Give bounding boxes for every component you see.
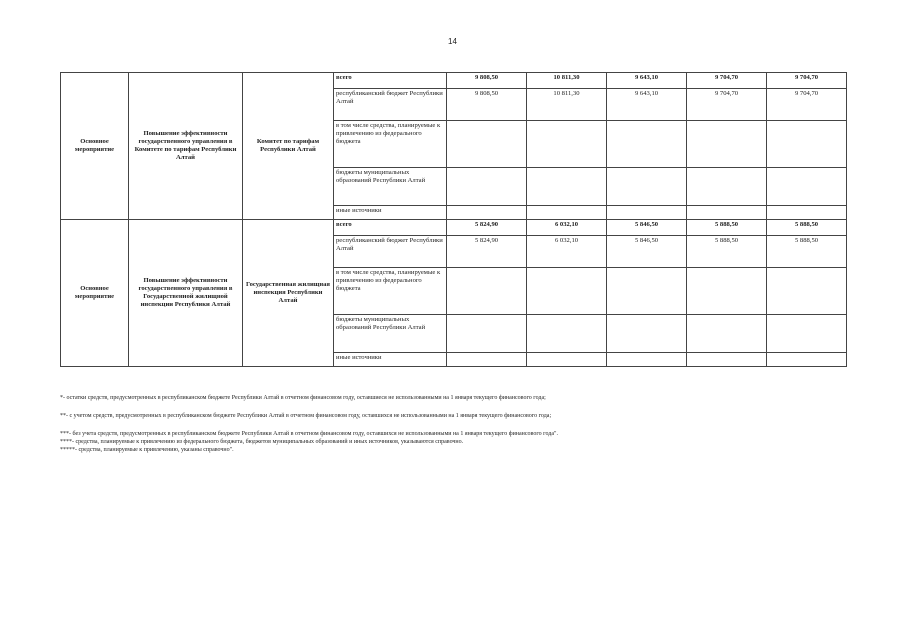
funding-source-cell: республиканский бюджет Республики Алтай	[334, 236, 447, 268]
amount-cell: 5 888,50	[767, 236, 847, 268]
amount-cell: 9 704,70	[687, 89, 767, 121]
amount-cell: 5 846,50	[607, 236, 687, 268]
amount-cell: 5 888,50	[687, 220, 767, 236]
activity-name-cell: Повышение эффективности государственного управления в Комитете по тарифам Республики Алтай	[129, 73, 243, 220]
amount-cell: 5 846,50	[607, 220, 687, 236]
amount-cell	[527, 206, 607, 220]
amount-cell	[687, 353, 767, 367]
amount-cell: 5 888,50	[767, 220, 847, 236]
amount-cell	[527, 268, 607, 315]
amount-cell	[447, 168, 527, 206]
amount-cell	[607, 268, 687, 315]
amount-cell: 9 643,10	[607, 89, 687, 121]
footnote: *- остатки средств, предусмотренных в республиканском бюджете Республики Алтай в отчетном финансовом году, оставшиеся не использованными на 1 января текущего финансового года;	[60, 395, 546, 401]
table-row	[61, 220, 847, 236]
budget-table	[60, 72, 847, 367]
funding-source-cell: иные источники	[334, 206, 447, 220]
amount-cell: 9 704,70	[767, 89, 847, 121]
executor-cell: Государственная жилищная инспекция Республики Алтай	[243, 220, 334, 367]
activity-name-cell: Повышение эффективности государственного управления в Государственной жилищной инспекции Республики Алтай	[129, 220, 243, 367]
amount-cell: 10 811,30	[527, 89, 607, 121]
amount-cell	[607, 353, 687, 367]
amount-cell	[527, 168, 607, 206]
funding-source-cell: республиканский бюджет Республики Алтай	[334, 89, 447, 121]
funding-source-cell: в том числе средства, планируемые к привлечению из федерального бюджета	[334, 268, 447, 315]
amount-cell: 6 032,10	[527, 236, 607, 268]
amount-cell: 9 643,10	[607, 73, 687, 89]
amount-cell	[687, 206, 767, 220]
funding-source-cell: бюджеты муниципальных образований Республики Алтай	[334, 168, 447, 206]
amount-cell	[687, 121, 767, 168]
footnote: *****- средства, планируемые к привлечению, указаны справочно".	[60, 447, 234, 453]
amount-cell	[767, 353, 847, 367]
amount-cell	[687, 268, 767, 315]
footnote: ***- без учета средств, предусмотренных в республиканском бюджете Республики Алтай в отчетном финансовом году, оставшихся не использованными на 1 января текущего финансового года".	[60, 431, 558, 437]
amount-cell: 10 811,30	[527, 73, 607, 89]
amount-cell: 9 808,50	[447, 89, 527, 121]
funding-source-cell: всего	[334, 73, 447, 89]
amount-cell	[607, 315, 687, 353]
amount-cell	[607, 121, 687, 168]
amount-cell	[447, 206, 527, 220]
footnote: ****- средства, планируемые к привлечению из федерального бюджета, бюджетов муниципальных образований и иных источников, указываются справочно.	[60, 439, 464, 445]
amount-cell: 9 704,70	[687, 73, 767, 89]
amount-cell	[447, 353, 527, 367]
amount-cell	[527, 315, 607, 353]
executor-cell: Комитет по тарифам Республики Алтай	[243, 73, 334, 220]
amount-cell	[447, 268, 527, 315]
amount-cell	[767, 121, 847, 168]
table-row	[61, 73, 847, 89]
amount-cell	[687, 168, 767, 206]
amount-cell	[607, 206, 687, 220]
funding-source-cell: всего	[334, 220, 447, 236]
amount-cell	[767, 206, 847, 220]
funding-source-cell: бюджеты муниципальных образований Республики Алтай	[334, 315, 447, 353]
funding-source-cell: в том числе средства, планируемые к привлечению из федерального бюджета	[334, 121, 447, 168]
amount-cell: 9 808,50	[447, 73, 527, 89]
amount-cell: 5 824,90	[447, 220, 527, 236]
funding-source-cell: иные источники	[334, 353, 447, 367]
activity-type-cell: Основное мероприятие	[61, 220, 129, 367]
footnotes	[60, 394, 850, 454]
amount-cell: 6 032,10	[527, 220, 607, 236]
amount-cell	[607, 168, 687, 206]
amount-cell	[767, 168, 847, 206]
footnote: **- с учетом средств, предусмотренных в республиканском бюджете Республики Алтай в отчетном финансовом году, оставшихся не использованными на 1 января текущего финансового года;	[60, 413, 552, 419]
activity-type-cell: Основное мероприятие	[61, 73, 129, 220]
amount-cell: 5 888,50	[687, 236, 767, 268]
amount-cell	[767, 268, 847, 315]
amount-cell: 9 704,70	[767, 73, 847, 89]
amount-cell: 5 824,90	[447, 236, 527, 268]
amount-cell	[447, 315, 527, 353]
page-number: 14	[448, 37, 457, 46]
amount-cell	[767, 315, 847, 353]
amount-cell	[687, 315, 767, 353]
amount-cell	[527, 353, 607, 367]
amount-cell	[447, 121, 527, 168]
amount-cell	[527, 121, 607, 168]
